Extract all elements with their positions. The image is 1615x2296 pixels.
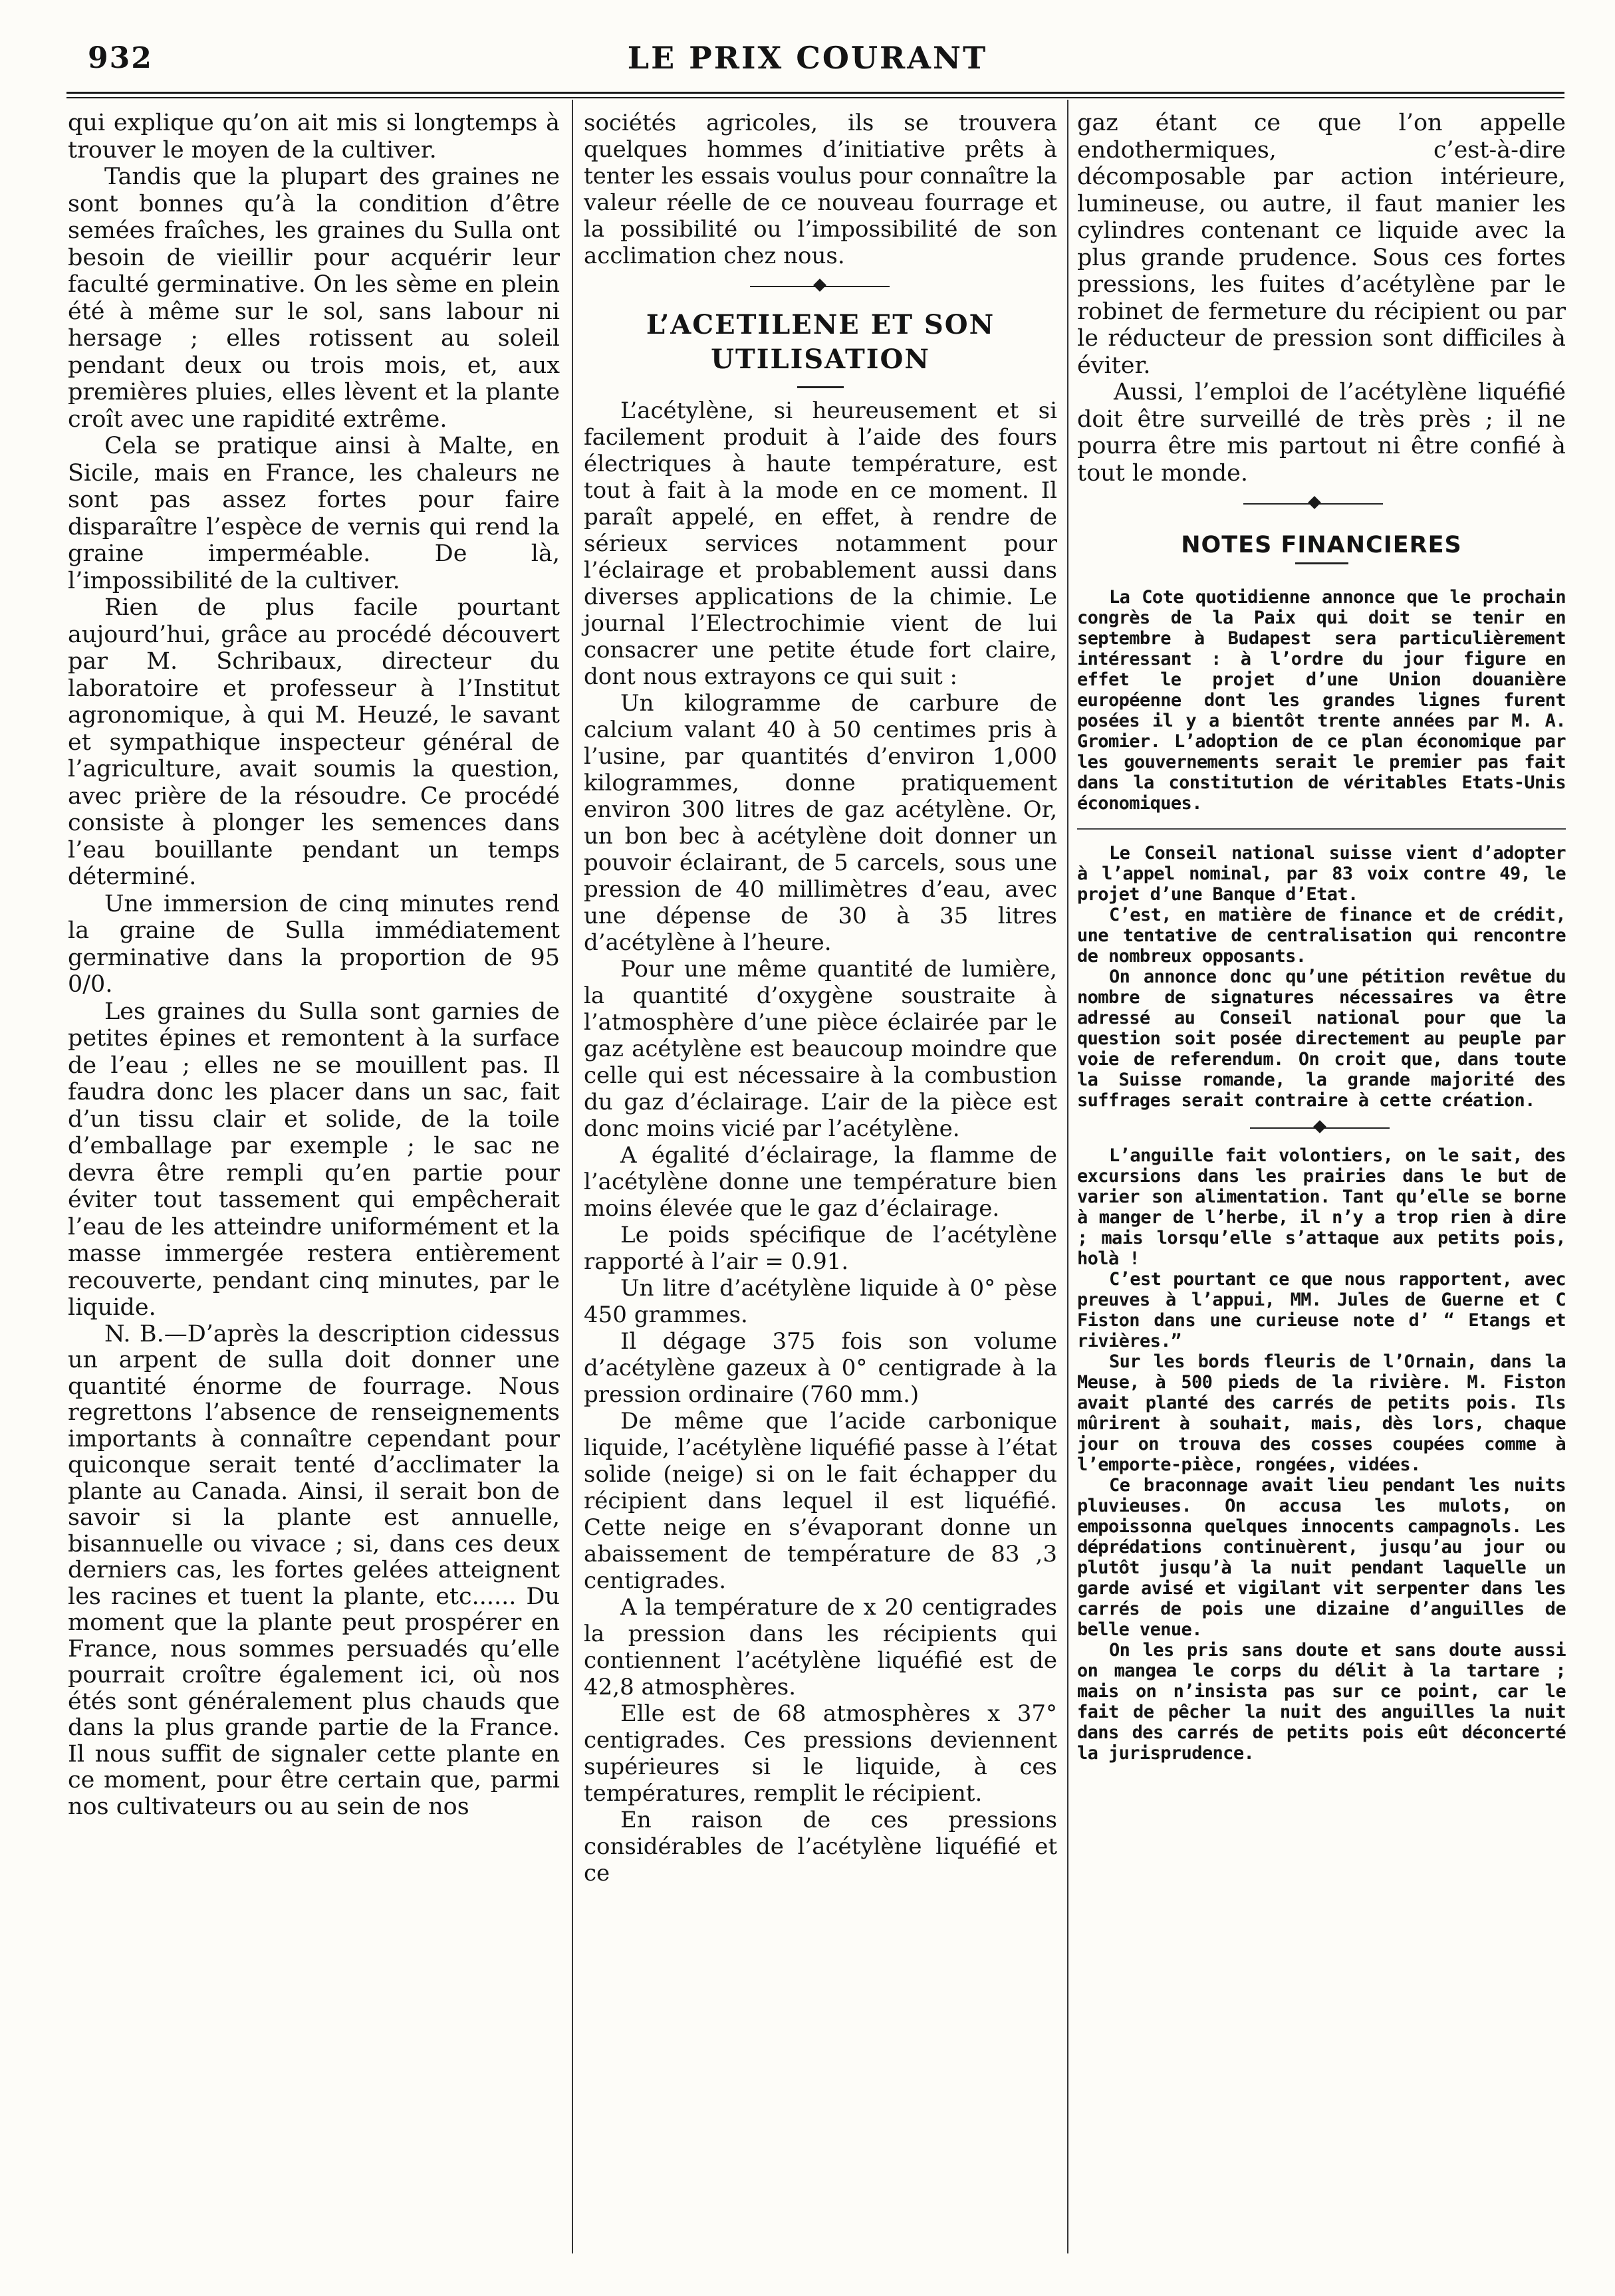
paragraph: En raison de ces pressions considérables de l’acétylène liquéfié et ce — [584, 1807, 1057, 1887]
paragraph: Cela se pratique ainsi à Malte, en Sicile, mais en France, les chaleurs ne sont pas assez fortes pour faire disparaître l’espèce de vernis qui rend la graine imperméable. De là, l’impossibilité de la cultiver. — [68, 433, 560, 594]
paragraph: qui explique qu’on ait mis si longtemps à trouver le moyen de la cultiver. — [68, 110, 560, 164]
column-separator — [572, 100, 573, 2253]
financial-notes — [1077, 587, 1566, 1764]
paragraph: Tandis que la plupart des graines ne sont bonnes qu’à la condition d’être semées fraîches, les graines du Sulla ont besoin de vieillir pour acquérir leur faculté germinative. On les sème en plein été à même sur le sol, sans labour ni hersage ; elles rotissent au soleil pendant deux ou trois mois, et, aux premières pluies, elles lèvent et la plante croît avec une rapidité extrême. — [68, 164, 560, 433]
article-title: L’ACETILENE ET SON UTILISATION — [646, 309, 995, 375]
paragraph: La Cote quotidienne annonce que le prochain congrès de la Paix qui doit se tenir en septembre à Budapest sera particulièrement intéressant : à l’ordre du jour figure en effet le projet d’une Union douanière européenne dont les grandes lignes furent posées il y a bientôt trente années par M. A. Gromier. L’adoption de ce plan économique par les gouvernements serait le premier pas fait dans la constitution de véritables Etats-Unis économiques. — [1077, 587, 1566, 814]
journal-title: LE PRIX COURANT — [627, 40, 988, 76]
section-rule — [1295, 562, 1348, 564]
paragraph: Elle est de 68 atmosphères x 37° centigrades. Ces pressions deviennent supérieures si le liquide, à ces températures, remplit le récipient. — [584, 1700, 1057, 1807]
header-rule-second — [66, 97, 1564, 98]
paragraph: N. B.—D’après la description cidessus un arpent de sulla doit donner une quantité énorme de fourrage. Nous regrettons l’absence de renseignements importants à connaître cependant pour quiconque serait tenté d’acclimater la plante au Canada. Ainsi, il serait bon de savoir si la plante est annuelle, bisannuelle ou vivace ; si, dans ces deux derniers cas, les fortes gelées atteignent les racines et tuent la plante, etc...... Du moment que la plante peut prospérer en France, nous sommes persuadés qu’elle pourrait croître également ici, où nos étés sont généralement plus chauds que dans la plus grande partie de la France. Il nous suffit de signaler cette plante en ce moment, pour être certain que, parmi nos cultivateurs ou au sein de nos — [68, 1320, 560, 1820]
section-title: NOTES FINANCIERES — [1181, 532, 1462, 558]
paragraph: De même que l’acide carbonique liquide, l’acétylène liquéfié passe à l’état solide (neige) si on le fait échapper du récipient dans lequel il est liquéfié. Cette neige en s’évaporant donne un abaissement de température de 83 ,3 centigrades. — [584, 1408, 1057, 1594]
paragraph: A la température de x 20 centigrades la pression dans les récipients qui contiennent l’acétylène liquéfié est de 42,8 atmosphères. — [584, 1594, 1057, 1700]
paragraph: Ce braconnage avait lieu pendant les nuits pluvieuses. On accusa les mulots, on empoissonna quelques innocents campagnols. Les déprédations continuèrent, jusqu’au jour ou plutôt jusqu’à la nuit pendant laquelle un garde avisé et vigilant vit serpenter dans les carrés de pois une dizaine d’anguilles de belle venue. — [1077, 1475, 1566, 1640]
paragraph: A égalité d’éclairage, la flamme de l’acétylène donne une température bien moins élevée que le gaz d’éclairage. — [584, 1142, 1057, 1222]
column-separator — [1067, 100, 1068, 2253]
column-3 — [1077, 110, 1566, 1764]
paragraph: On les pris sans doute et sans doute aussi on mangea le corps du délit à la tartare ; mais on n’insista pas sur ce point, car le fait de pêcher la nuit des anguilles la nuit dans des carrés de petits pois eût déconcerté la jurisprudence. — [1077, 1640, 1566, 1764]
paragraph: L’acétylène, si heureusement et si facilement produit à l’aide des fours électriques à haute température, est tout à fait à la mode en ce moment. Il paraît appelé, en effet, à rendre de sérieux services notamment pour l’éclairage et probablement aussi dans diverses applications de la chimie. Le journal l’Electrochimie vient de lui consacrer une petite étude fort claire, dont nous extrayons ce qui suit : — [584, 398, 1057, 690]
paragraph: C’est, en matière de finance et de crédit, une tentative de centralisation qui rencontre de nombreux opposants. — [1077, 905, 1566, 967]
column-1 — [68, 110, 560, 1820]
title-rule — [797, 386, 844, 388]
paragraph: Sur les bords fleuris de l’Ornain, dans la Meuse, à 500 pieds de la rivière. M. Fiston avait planté des carrés de petits pois. Ils mûrirent à souhait, mais, dès lors, chaque jour on trouva des cosses coupées comme à l’emporte-pièce, rongées, vidées. — [1077, 1351, 1566, 1475]
ornament-divider — [1077, 496, 1566, 512]
paragraph: Les graines du Sulla sont garnies de petites épines et remontent à la surface de l’eau ; elles ne se mouillent pas. Il faudra donc les placer dans un sac, fait d’un tissu clair et solide, de la toile d’emballage par exemple ; le sac ne devra être rempli qu’en partie pour éviter tout tassement qui empêcherait l’eau de les atteindre uniformément et la masse immergée restera entièrement recouverte, pendant cinq minutes, par le liquide. — [68, 998, 560, 1321]
ornament-divider — [584, 279, 1057, 294]
paragraph: Un litre d’acétylène liquide à 0° pèse 450 grammes. — [584, 1275, 1057, 1328]
page-header — [0, 0, 1615, 100]
page-number: 932 — [88, 41, 153, 75]
paragraph: gaz étant ce que l’on appelle endothermiques, c’est-à-dire décomposable par action intérieure, lumineuse, ou autre, il faut manier les cylindres contenant ce liquide avec la plus grande prudence. Sous ces fortes pressions, les fuites d’acétylène par le robinet de fermeture du récipient ou par le réducteur de pression sont difficiles à éviter. — [1077, 110, 1566, 379]
column-2 — [584, 110, 1057, 1887]
paragraph: Le Conseil national suisse vient d’adopter à l’appel nominal, par 83 voix contre 49, le projet d’une Banque d’Etat. — [1077, 843, 1566, 905]
paragraph: Il dégage 375 fois son volume d’acétylène gazeux à 0° centigrade à la pression ordinaire (760 mm.) — [584, 1328, 1057, 1408]
paragraph: Un kilogramme de carbure de calcium valant 40 à 50 centimes pris à l’usine, par quantités d’environ 1,000 kilogrammes, donne pratiquement environ 300 litres de gaz acétylène. Or, un bon bec à acétylène doit donner un pouvoir éclairant, de 5 carcels, sous une pression de 40 millimètres d’eau, avec une dépense de 30 à 35 litres d’acétylène à l’heure. — [584, 690, 1057, 956]
paragraph: On annonce donc qu’une pétition revêtue du nombre de signatures nécessaires va être adressé au Conseil national pour que la question soit posée directement au peuple par voie de referendum. On croit que, dans toute la Suisse romande, la grande majorité des suffrages serait contraire à cette création. — [1077, 967, 1566, 1111]
paragraph: L’anguille fait volontiers, on le sait, des excursions dans les prairies dans le but de varier son alimentation. Tant qu’elle se borne à manger de l’herbe, il n’y a trop rien à dire ; mais lorsqu’elle s’attaque aux petits pois, holà ! — [1077, 1145, 1566, 1269]
ornament-divider — [1077, 1120, 1566, 1136]
paragraph: Aussi, l’emploi de l’acétylène liquéfié doit être surveillé de très près ; il ne pourra être mis partout ni être confié à tout le monde. — [1077, 379, 1566, 487]
header-rule — [66, 92, 1564, 94]
paragraph: Rien de plus facile pourtant aujourd’hui, grâce au procédé découvert par M. Schribaux, directeur du laboratoire et professeur à l’Institut agronomique, à qui M. Heuzé, le savant et sympathique inspecteur général de l’agriculture, avait soumis la question, avec prière de la résoudre. Ce procédé consiste à plonger les semences dans l’eau bouillante pendant un temps déterminé. — [68, 594, 560, 890]
divider — [1077, 828, 1566, 830]
paragraph: Le poids spécifique de l’acétylène rapporté à l’air = 0.91. — [584, 1222, 1057, 1275]
paragraph: Une immersion de cinq minutes rend la graine de Sulla immédiatement germinative dans la proportion de 95 0/0. — [68, 890, 560, 998]
paragraph: C’est pourtant ce que nous rapportent, avec preuves à l’appui, MM. Jules de Guerne et C Fiston dans une curieuse note d’ “ Etangs et rivières.” — [1077, 1269, 1566, 1351]
paragraph: sociétés agricoles, ils se trouvera quelques hommes d’initiative prêts à tenter les essais voulus pour connaître la valeur réelle de ce nouveau fourrage et la possibilité ou l’impossibilité de son acclimation chez nous. — [584, 110, 1057, 269]
paragraph: Pour une même quantité de lumière, la quantité d’oxygène soustraite à l’atmosphère d’une pièce éclairée par le gaz acétylène est beaucoup moindre que celle qui est nécessaire à la combustion du gaz d’éclairage. L’air de la pièce est donc moins vicié par l’acétylène. — [584, 956, 1057, 1142]
